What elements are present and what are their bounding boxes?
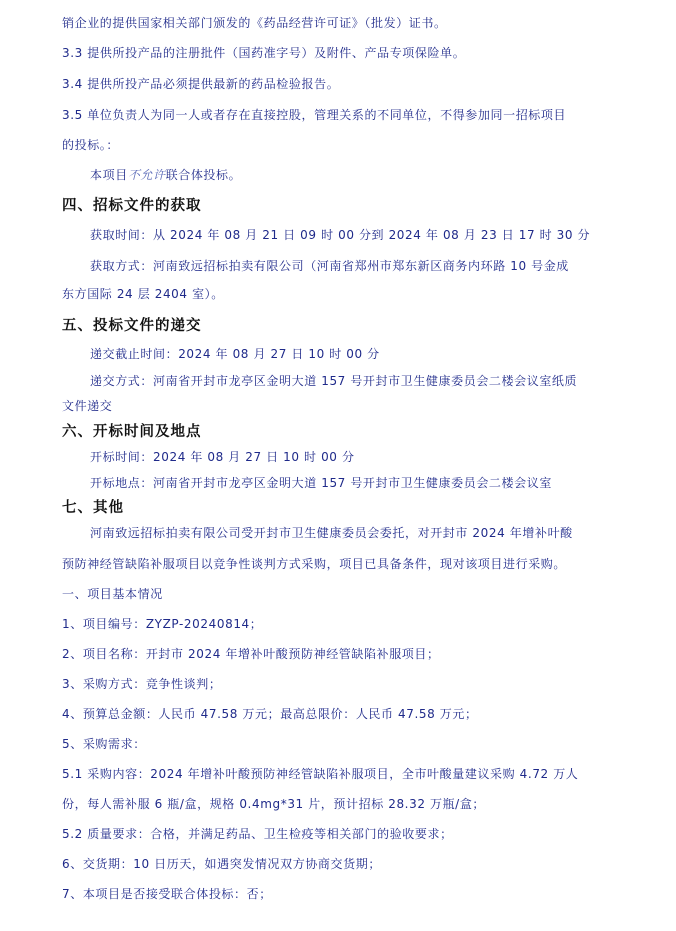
text-line: 一、项目基本情况 [62,587,163,601]
text-line: 3.4 提供所投产品必须提供最新的药品检验报告。 [62,77,340,91]
text-line: 预防神经管缺陷补服项目以竞争性谈判方式采购，项目已具备条件，现对该项目进行采购。 [62,557,567,571]
text-line: 6、交货期：10 日历天，如遇突发情况双方协商交货期； [62,857,381,871]
text-line: 3.5 单位负责人为同一人或者存在直接控股，管理关系的不同单位，不得参加同一招标项目 [62,108,567,122]
consortium-highlight: 不允许 [127,168,166,182]
text-line: 文件递交 [62,399,113,413]
text-line: 开标时间：2024 年 08 月 27 日 10 时 00 分 [90,450,355,464]
text-line: 获取时间：从 2024 年 08 月 21 日 09 时 00 分到 2024 年 08 月 23 日 17 时 30 分 [90,228,591,242]
text-line: 河南致远招标拍卖有限公司受开封市卫生健康委员会委托，对开封市 2024 年增补叶酸 [90,526,573,540]
consortium-prefix: 本项目 [90,168,128,182]
text-line: 获取方式：河南致远招标拍卖有限公司（河南省郑州市郑东新区商务内环路 10 号金成 [90,259,569,273]
consortium-line [90,166,241,183]
text-line: 3.3 提供所投产品的注册批件（国药准字号）及附件、产品专项保险单。 [62,46,466,60]
text-line: 东方国际 24 层 2404 室）。 [62,287,224,301]
text-line: 递交截止时间：2024 年 08 月 27 日 10 时 00 分 [90,347,380,361]
text-line: 4、预算总金额：人民币 47.58 万元；最高总限价：人民币 47.58 万元； [62,707,478,721]
consortium-suffix: 联合体投标。 [165,168,242,182]
text-line: 递交方式：河南省开封市龙亭区金明大道 157 号开封市卫生健康委员会二楼会议室纸质 [90,374,578,388]
text-line: 5、采购需求： [62,737,146,751]
text-line: 销企业的提供国家相关部门颁发的《药品经营许可证》（批发）证书。 [62,16,447,30]
text-line: 7、本项目是否接受联合体投标：否； [62,887,272,901]
text-line: 5.2 质量要求：合格，并满足药品、卫生检疫等相关部门的验收要求； [62,827,453,841]
text-line: 5.1 采购内容：2024 年增补叶酸预防神经管缺陷补服项目，全市叶酸量建议采购 4.72 万人 [62,767,579,781]
section-heading-6: 六、开标时间及地点 [62,424,202,440]
section-heading-7: 七、其他 [62,500,124,516]
text-line: 3、采购方式：竞争性谈判； [62,677,222,691]
text-line: 的投标。： [62,138,120,152]
text-line: 1、项目编号：ZYZP-20240814； [62,617,263,631]
text-line: 开标地点：河南省开封市龙亭区金明大道 157 号开封市卫生健康委员会二楼会议室 [90,476,552,490]
text-line: 2、项目名称：开封市 2024 年增补叶酸预防神经管缺陷补服项目； [62,647,440,661]
section-heading-4: 四、招标文件的获取 [62,198,202,214]
section-heading-5: 五、投标文件的递交 [62,318,202,334]
text-line: 份，每人需补服 6 瓶/盒，规格 0.4mg*31 片，预计招标 28.32 万瓶/盒； [62,797,486,811]
